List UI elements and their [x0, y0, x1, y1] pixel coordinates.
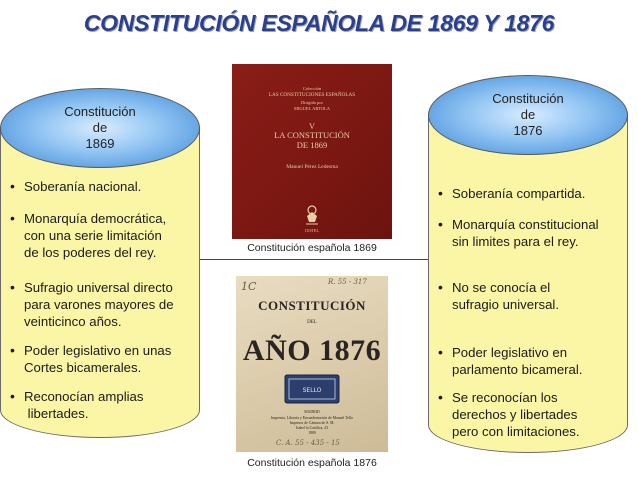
cover-publisher: IUSTEL: [305, 228, 319, 233]
cylinder-1876: [428, 75, 628, 453]
header-line: 1876: [513, 123, 543, 138]
handwritten-note: R. 55 - 317: [328, 278, 367, 286]
header-line: Constitución: [492, 91, 564, 106]
stamp-icon: [284, 374, 340, 404]
book-cover-1876: [236, 276, 388, 452]
imprint-line: Isabel la Católica, 23: [295, 426, 329, 430]
cover-text: Dirigida por: [300, 100, 324, 105]
header-line: de: [520, 107, 536, 122]
header-line: 1869: [85, 136, 115, 151]
list-item: • Soberanía compartida.: [438, 185, 620, 202]
list-item: • Soberanía nacional.: [10, 178, 192, 195]
imprint-line: Impresor de Cámara de S. M.: [289, 421, 335, 425]
cover-title: LA CONSTITUCIÓN DE 1869: [274, 130, 350, 150]
list-item: • Poder legislativo en parlamento bicameral.: [438, 344, 620, 378]
list-item: • Poder legislativo en unas Cortes bicamerales.: [10, 342, 192, 376]
list-item: • Sufragio universal directo para varones mayores de veinticinco años.: [10, 279, 192, 330]
cylinder-header-1869: [0, 88, 200, 168]
cover-year: AÑO 1876: [242, 334, 382, 367]
caption-1876: Constitución española 1876: [247, 457, 377, 469]
header-line: Constitución: [64, 104, 136, 119]
cylinder-header-1876: [428, 75, 628, 155]
imprint-line: 1880: [308, 431, 316, 435]
handwritten-note: 1C: [241, 280, 257, 293]
cover-text: LAS CONSTITUCIONES ESPAÑOLAS: [268, 92, 356, 98]
list-item: • Reconocían amplias libertades.: [10, 388, 192, 422]
cylinder-1869: [0, 88, 200, 438]
list-item: • Monarquía constitucional sin limites para el rey.: [438, 216, 620, 250]
list-item: • No se conocía el sufragio universal.: [438, 279, 620, 313]
cover-sub: DEL: [307, 320, 317, 325]
stamp-label: SELLO: [302, 387, 322, 394]
caption-1869: Constitución española 1869: [247, 242, 377, 254]
connector-line: [200, 259, 428, 260]
handwritten-note: C. A. 55 - 435 - 15: [276, 439, 340, 447]
page-title: CONSTITUCIÓN ESPAÑOLA DE 1869 Y 1876: [83, 10, 555, 36]
list-item: • Monarquía democrática, con una serie limitación de los poderes del rey.: [10, 210, 192, 261]
cover-text: MIGUEL ARTOLA: [293, 106, 331, 111]
cover-text: Colección: [302, 86, 322, 91]
publisher-emblem-icon: [303, 204, 321, 226]
book-cover-1869: [232, 64, 392, 239]
imprint-line: MADRID: [304, 410, 320, 414]
cover-volume: V: [309, 122, 315, 131]
header-line: de: [92, 120, 108, 135]
imprint-line: Imprenta, Librería y Encuadernación de Manuel Tello: [271, 416, 353, 420]
cover-heading: CONSTITUCIÓN: [258, 298, 366, 313]
cover-author: Manuel Pérez Ledesma: [286, 164, 338, 170]
list-item: • Se reconocían los derechos y libertades pero con limitaciones.: [438, 389, 620, 440]
